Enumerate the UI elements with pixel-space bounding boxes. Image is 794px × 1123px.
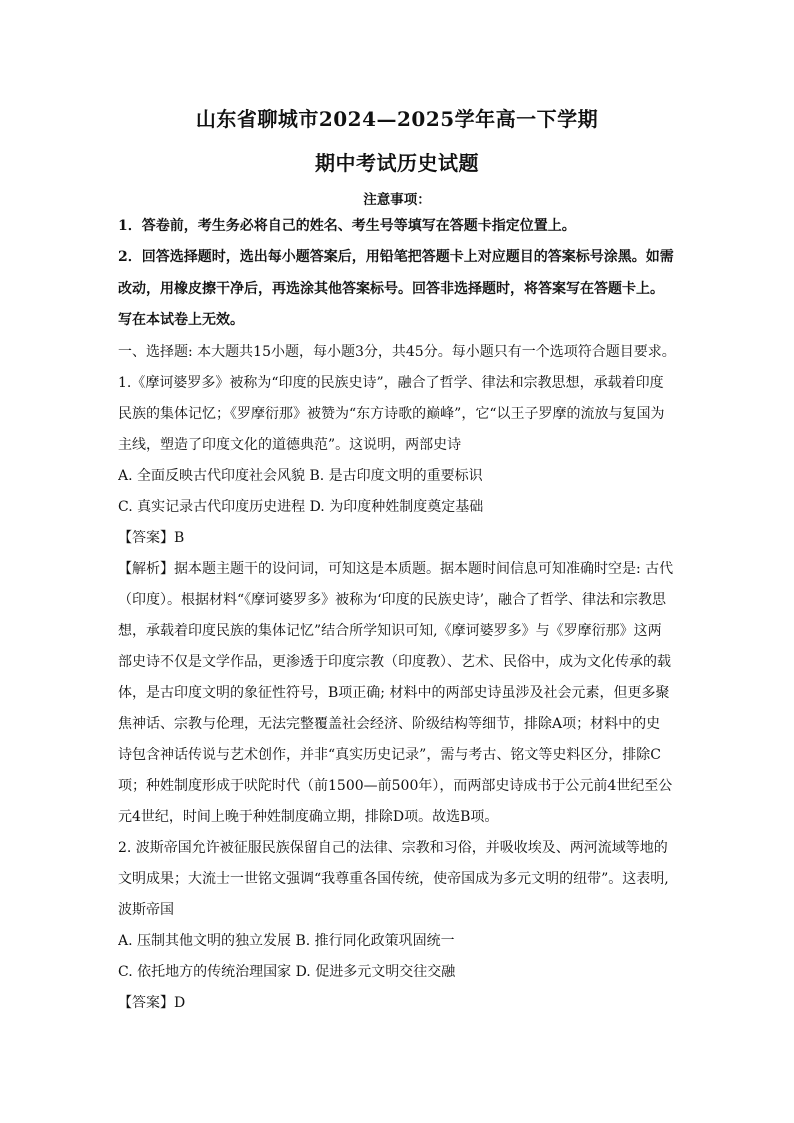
question-1-analysis-line: 体，是古印度文明的象征性符号，B项正确; 材料中的两部史诗虽涉及社会元素，但更多聚 (118, 685, 670, 701)
notice-line: 写在本试卷上无效。 (118, 312, 244, 328)
notice-line: 1．答卷前，考生务必将自己的姓名、考生号等填写在答题卡指定位置上。 (118, 218, 576, 234)
question-1-options-row: A. 全面反映古代印度社会风貌 B. 是古印度文明的重要标识 (118, 468, 483, 484)
question-1-analysis-line: 诗包含神话传说与艺术创作，并非“真实历史记录”，需与考古、铭文等史料区分，排除C (118, 747, 662, 763)
question-1-analysis-line: 项；种姓制度形成于吠陀时代（前1500—前500年），而两部史诗成书于公元前4世纪至公 (118, 778, 673, 794)
question-1-options-row: C. 真实记录古代印度历史进程 D. 为印度种姓制度奠定基础 (118, 499, 484, 515)
question-2-answer: 【答案】D (118, 995, 186, 1011)
question-1-analysis-line: 元4世纪，时间上晚于种姓制度确立期，排除D项。故选B项。 (118, 809, 499, 825)
notice-line: 改动，用橡皮擦干净后，再选涂其他答案标号。回答非选择题时，将答案写在答题卡上。 (118, 281, 664, 297)
question-1-stem-line: 民族的集体记忆；《罗摩衍那》被赞为“东方诗歌的巅峰”，它“以王子罗摩的流放与复国为 (118, 406, 665, 422)
question-1-stem-line: 1.《摩诃婆罗多》被称为“印度的民族史诗”，融合了哲学、律法和宗教思想，承载着印度 (118, 375, 664, 391)
exam-title: 山东省聊城市2024—2025学年高一下学期 (195, 107, 599, 131)
question-1-analysis-line: 部史诗不仅是文学作品，更渗透于印度宗教（印度教）、艺术、民俗中，成为文化传承的载 (118, 654, 671, 670)
question-1-analysis-line: 焦神话、宗教与伦理，无法完整覆盖社会经济、阶级结构等细节，排除A项；材料中的史 (118, 716, 661, 732)
question-2-options-row: A. 压制其他文明的独立发展 B. 推行同化政策巩固统一 (118, 933, 455, 949)
section-heading: 一、选择题: 本大题共15小题，每小题3分，共45分。每小题只有一个选项符合题目要求。 (118, 344, 676, 360)
question-1-analysis-line: （印度）。根据材料“《摩诃婆罗多》被称为‘印度的民族史诗’，融合了哲学、律法和宗教思 (118, 592, 667, 608)
question-2-stem-line: 波斯帝国 (118, 902, 174, 918)
notice-heading: 注意事项： (363, 192, 431, 208)
exam-subtitle: 期中考试历史试题 (315, 151, 479, 175)
question-2-options-row: C. 依托地方的传统治理国家 D. 促进多元文明交往交融 (118, 964, 456, 980)
question-1-analysis-line: 想，承载着印度民族的集体记忆”结合所学知识可知,《摩诃婆罗多》与《罗摩衍那》这两 (118, 623, 662, 639)
question-1-answer: 【答案】B (118, 530, 185, 546)
question-2-stem-line: 2. 波斯帝国允许被征服民族保留自己的法律、宗教和习俗，并吸收埃及、两河流域等地的 (118, 840, 668, 856)
question-1-analysis-line: 【解析】据本题主题干的设问词，可知这是本质题。据本题时间信息可知准确时空是: 古代 (118, 561, 674, 577)
notice-line: 2．回答选择题时，选出每小题答案后，用铅笔把答题卡上对应题目的答案标号涂黑。如需 (118, 249, 674, 265)
question-2-stem-line: 文明成果；大流士一世铭文强调“我尊重各国传统，使帝国成为多元文明的纽带”。这表明, (118, 871, 669, 887)
question-1-stem-line: 主线，塑造了印度文化的道德典范”。这说明，两部史诗 (118, 437, 462, 453)
